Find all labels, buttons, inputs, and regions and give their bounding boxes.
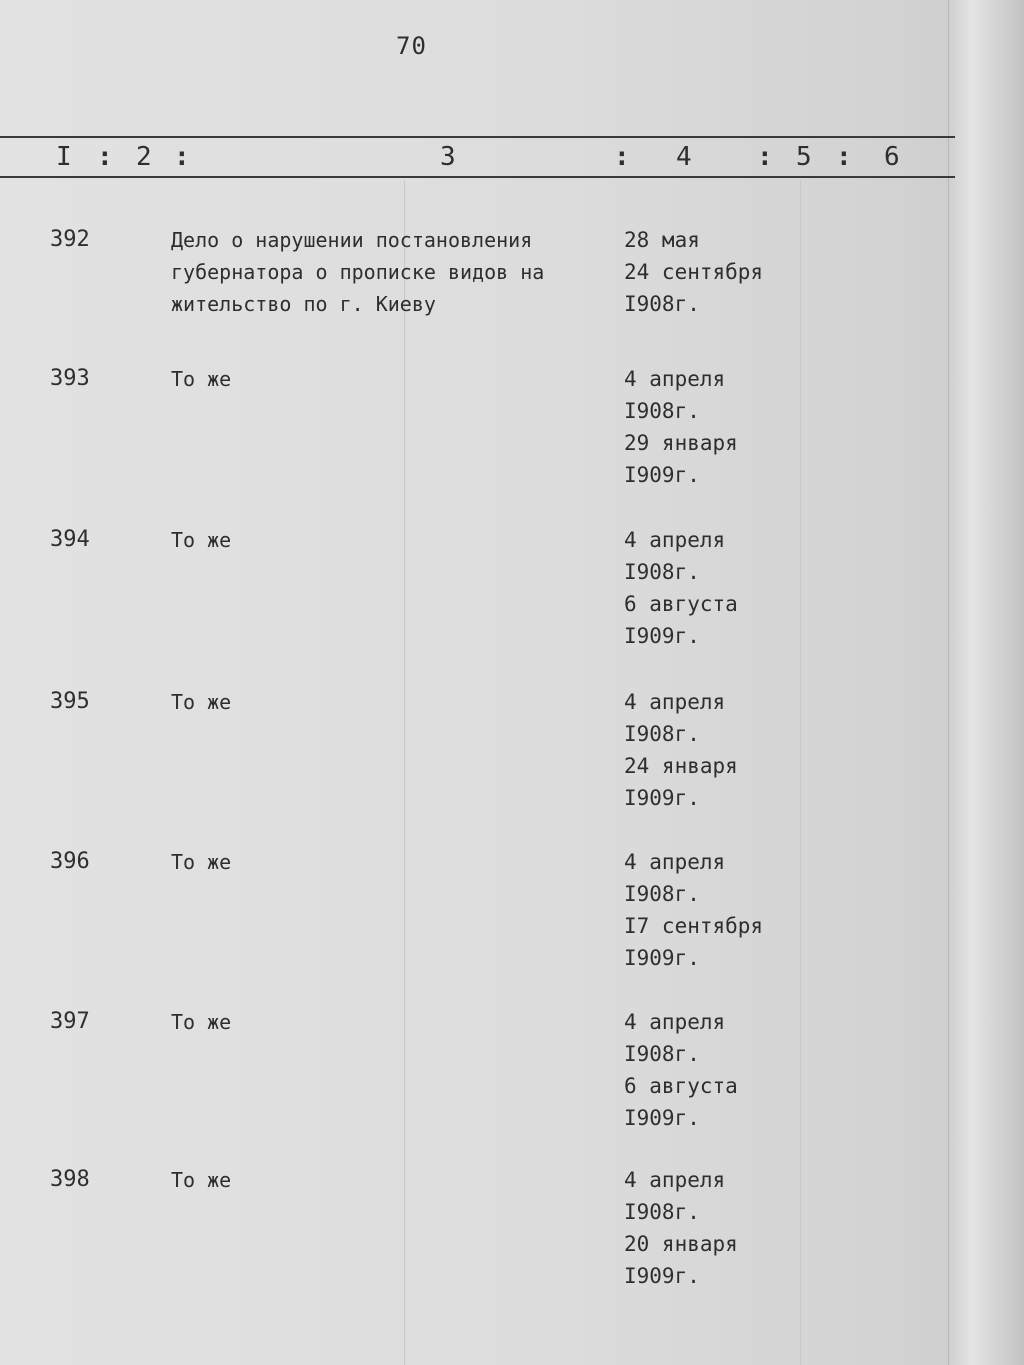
record-number: 396	[50, 849, 90, 874]
record-date-line: 24 сентября	[624, 260, 764, 284]
record-date-line: I909г.	[624, 1106, 700, 1130]
record-number: 395	[50, 689, 90, 714]
column-header-2: 2	[136, 142, 152, 172]
record-date-line: I908г.	[624, 882, 700, 906]
record-date-line: 4 апреля	[624, 367, 726, 391]
record-title	[171, 1006, 601, 1038]
column-separator: :	[174, 142, 190, 172]
record-dates	[624, 1006, 738, 1134]
record-date-line: 4 апреля	[624, 1010, 726, 1034]
record-date-line: I909г.	[624, 463, 700, 487]
record-dates	[624, 224, 763, 320]
record-date-line: I908г.	[624, 1200, 700, 1224]
record-date-line: 4 апреля	[624, 1168, 726, 1192]
column-separator: :	[614, 142, 630, 172]
record-date-line: I909г.	[624, 946, 700, 970]
page-edge	[948, 0, 1024, 1365]
record-number: 398	[50, 1167, 90, 1192]
record-dates	[624, 524, 738, 652]
column-header-3: 3	[440, 142, 456, 172]
record-date-line: 28 мая	[624, 228, 700, 252]
record-number: 393	[50, 366, 90, 391]
record-title	[171, 524, 601, 556]
record-title-line: То же	[171, 850, 232, 874]
record-date-line: 6 августа	[624, 1074, 738, 1098]
record-date-line: I908г.	[624, 1042, 700, 1066]
record-title-line: То же	[171, 1168, 232, 1192]
record-date-line: I909г.	[624, 786, 700, 810]
record-title-line: Дело о нарушении постановления	[171, 228, 533, 252]
record-date-line: 24 января	[624, 754, 738, 778]
record-title	[171, 224, 601, 320]
record-date-line: 4 апреля	[624, 690, 726, 714]
record-dates	[624, 846, 763, 974]
record-date-line: I908г.	[624, 292, 700, 316]
record-date-line: 20 января	[624, 1232, 738, 1256]
column-separator: :	[97, 142, 113, 172]
record-title-line: То же	[171, 367, 232, 391]
record-title-line: То же	[171, 528, 232, 552]
record-date-line: 4 апреля	[624, 528, 726, 552]
record-title-line: губернатора о прописке видов на	[171, 260, 545, 284]
record-dates	[624, 1164, 738, 1292]
column-separator: :	[757, 142, 773, 172]
record-date-line: I908г.	[624, 722, 700, 746]
header-top-rule	[0, 136, 955, 138]
record-dates	[624, 363, 738, 491]
record-title	[171, 686, 601, 718]
header-bottom-rule	[0, 176, 955, 178]
record-date-line: 29 января	[624, 431, 738, 455]
column-header-5: 5	[796, 142, 812, 172]
record-date-line: I908г.	[624, 399, 700, 423]
record-date-line: I7 сентября	[624, 914, 764, 938]
record-title-line: жительство по г. Киеву	[171, 292, 436, 316]
record-date-line: I909г.	[624, 1264, 700, 1288]
record-title-line: То же	[171, 690, 232, 714]
column-header-1: I	[56, 142, 72, 172]
record-date-line: 6 августа	[624, 592, 738, 616]
record-date-line: I909г.	[624, 624, 700, 648]
record-number: 394	[50, 527, 90, 552]
record-date-line: I908г.	[624, 560, 700, 584]
column-header-4: 4	[676, 142, 692, 172]
record-number: 397	[50, 1009, 90, 1034]
faint-column-line	[800, 180, 801, 1365]
record-number: 392	[50, 227, 90, 252]
column-separator: :	[836, 142, 852, 172]
page-number: 70	[396, 32, 427, 60]
record-title	[171, 1164, 601, 1196]
record-title	[171, 363, 601, 395]
record-title-line: То же	[171, 1010, 232, 1034]
record-dates	[624, 686, 738, 814]
record-date-line: 4 апреля	[624, 850, 726, 874]
record-title	[171, 846, 601, 878]
column-header-6: 6	[884, 142, 900, 172]
